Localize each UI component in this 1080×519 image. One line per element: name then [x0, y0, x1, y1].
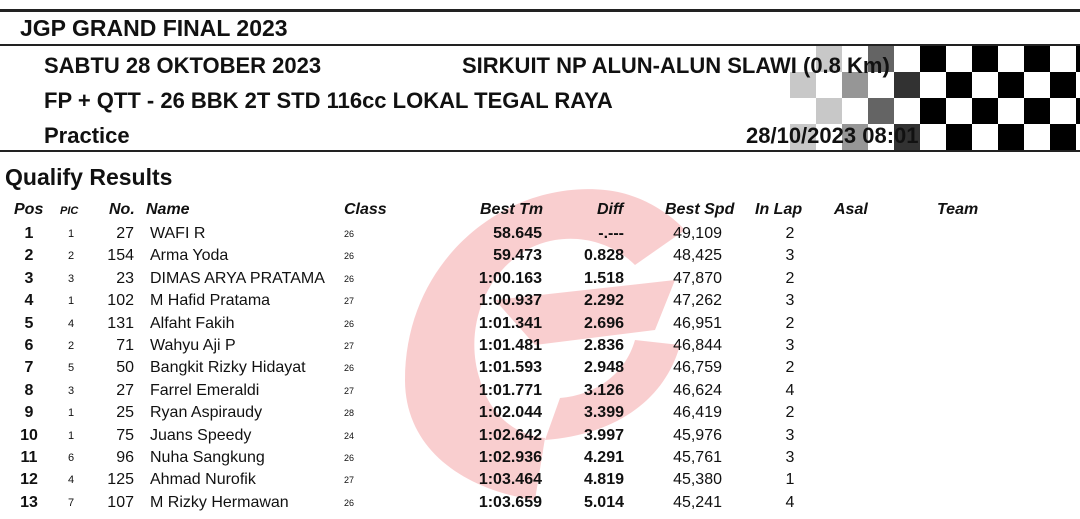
- cell-pic: 6: [67, 451, 75, 464]
- cell-class: 26: [344, 318, 355, 329]
- cell-class: 27: [344, 296, 355, 307]
- cell-no: 154: [107, 247, 134, 265]
- cell-name: Ryan Aspiraudy: [150, 404, 263, 422]
- cell-best-spd: 49,109: [673, 225, 722, 242]
- cell-pos: 12: [20, 471, 38, 489]
- col-pic: PIC: [60, 205, 79, 217]
- col-no: No.: [109, 201, 135, 218]
- cell-pic: 2: [67, 339, 75, 352]
- cell-diff: 2.948: [583, 359, 624, 377]
- cell-in-lap: 4: [785, 493, 795, 511]
- cell-best-spd: 45,976: [673, 426, 722, 444]
- cell-best-tm: 1:02.936: [478, 448, 542, 466]
- cell-diff: 3.399: [583, 404, 624, 422]
- cell-diff: 2.836: [583, 336, 624, 354]
- cell-class: 24: [344, 430, 355, 441]
- cell-best-spd: 45,380: [673, 471, 722, 489]
- cell-name: Alfaht Fakih: [150, 314, 235, 332]
- cell-pos: 9: [24, 404, 34, 422]
- cell-name: WAFI R: [150, 225, 206, 242]
- cell-pic: 1: [67, 407, 75, 420]
- cell-diff: 3.997: [583, 426, 624, 444]
- cell-class: 26: [344, 251, 355, 262]
- col-pos: Pos: [14, 201, 44, 218]
- cell-pic: 5: [67, 362, 75, 375]
- cell-pos: 4: [24, 292, 34, 310]
- cell-class: 26: [344, 497, 355, 508]
- table-row: [0, 381, 1080, 403]
- cell-in-lap: 3: [785, 426, 795, 444]
- cell-diff: 2.696: [583, 314, 624, 332]
- cell-best-spd: 46,951: [673, 314, 722, 332]
- cell-in-lap: 4: [785, 381, 795, 399]
- cell-pic: 1: [67, 429, 75, 442]
- cell-no: 23: [116, 269, 134, 287]
- cell-best-tm: 1:01.481: [478, 336, 542, 354]
- cell-diff: 2.292: [583, 292, 624, 310]
- cell-name: Juans Speedy: [150, 426, 252, 444]
- cell-diff: 4.291: [583, 448, 624, 466]
- cell-pos: 3: [24, 269, 34, 287]
- col-diff: Diff: [597, 201, 624, 218]
- cell-in-lap: 3: [785, 448, 795, 466]
- cell-name: Wahyu Aji P: [150, 336, 236, 354]
- cell-in-lap: 2: [785, 404, 795, 422]
- cell-best-tm: 1:02.642: [478, 426, 542, 444]
- cell-in-lap: 3: [785, 336, 795, 354]
- cell-name: Arma Yoda: [150, 247, 229, 265]
- circuit-name: SIRKUIT NP ALUN-ALUN SLAWI (0.8 Km): [462, 53, 890, 78]
- col-class: Class: [344, 201, 387, 218]
- cell-no: 125: [107, 471, 134, 489]
- cell-diff: 1.518: [583, 269, 624, 287]
- cell-best-tm: 59.473: [493, 247, 542, 265]
- table-row: [0, 314, 1080, 336]
- cell-pos: 2: [24, 247, 34, 265]
- cell-diff: 3.126: [583, 381, 624, 399]
- cell-no: 131: [107, 314, 134, 332]
- cell-pos: 5: [24, 314, 34, 332]
- table-row: [0, 403, 1080, 425]
- cell-no: 25: [116, 404, 134, 422]
- cell-diff: -.---: [598, 225, 624, 242]
- results-header: [0, 0, 1080, 153]
- cell-pic: 1: [67, 295, 75, 308]
- cell-class: 26: [344, 229, 355, 239]
- class-line: FP + QTT - 26 BBK 2T STD 116cc LOKAL TEGAL RAYA: [44, 88, 613, 113]
- header-rule-2: [0, 150, 1080, 152]
- table-row: [0, 493, 1080, 515]
- cell-no: 50: [116, 359, 134, 377]
- top-rule: [0, 9, 1080, 12]
- cell-best-tm: 1:03.464: [478, 471, 542, 489]
- cell-in-lap: 3: [785, 292, 795, 310]
- cell-no: 102: [107, 292, 134, 310]
- col-team: Team: [937, 201, 979, 218]
- cell-name: Ahmad Nurofik: [150, 471, 256, 489]
- cell-in-lap: 2: [785, 225, 795, 242]
- cell-pic: 4: [67, 474, 75, 487]
- event-title: JGP GRAND FINAL 2023: [20, 15, 288, 41]
- cell-class: 26: [344, 363, 355, 374]
- section-title: Qualify Results: [5, 164, 173, 190]
- table-row: [0, 426, 1080, 448]
- col-best-tm: Best Tm: [480, 201, 544, 218]
- cell-best-spd: 46,624: [673, 381, 722, 399]
- cell-best-tm: 1:00.163: [478, 269, 542, 287]
- cell-best-tm: 1:03.659: [478, 493, 542, 511]
- cell-pic: 3: [67, 384, 75, 397]
- cell-in-lap: 3: [785, 247, 795, 265]
- cell-best-tm: 1:00.937: [478, 292, 542, 310]
- cell-pic: 1: [67, 228, 75, 240]
- cell-class: 26: [344, 452, 355, 463]
- cell-class: 27: [344, 385, 355, 396]
- cell-class: 28: [344, 408, 355, 419]
- cell-in-lap: 2: [785, 269, 795, 287]
- cell-diff: 4.819: [583, 471, 624, 489]
- cell-best-tm: 1:01.593: [478, 359, 542, 377]
- cell-best-spd: 48,425: [673, 247, 722, 265]
- cell-pic: 3: [67, 272, 75, 285]
- cell-best-spd: 45,761: [673, 448, 722, 466]
- cell-best-spd: 47,262: [673, 292, 722, 310]
- cell-in-lap: 2: [785, 359, 795, 377]
- results-table: [0, 224, 1080, 515]
- cell-name: Bangkit Rizky Hidayat: [150, 359, 306, 377]
- col-name: Name: [146, 201, 190, 218]
- cell-pos: 8: [24, 381, 34, 399]
- table-row: [0, 336, 1080, 358]
- cell-name: M Hafid Pratama: [150, 292, 271, 310]
- cell-pos: 11: [20, 448, 38, 466]
- cell-best-tm: 58.645: [493, 225, 542, 242]
- table-row: [0, 448, 1080, 470]
- cell-name: Farrel Emeraldi: [150, 381, 260, 399]
- cell-best-spd: 46,419: [673, 404, 722, 422]
- table-row: [0, 224, 1080, 246]
- cell-diff: 5.014: [583, 493, 624, 511]
- cell-pos: 7: [24, 359, 34, 377]
- cell-diff: 0.828: [583, 247, 624, 265]
- cell-pos: 13: [20, 493, 38, 511]
- cell-class: 27: [344, 340, 355, 351]
- table-row: [0, 269, 1080, 291]
- cell-best-spd: 46,844: [673, 336, 722, 354]
- cell-name: Nuha Sangkung: [150, 448, 265, 466]
- cell-best-tm: 1:02.044: [478, 404, 542, 422]
- cell-best-tm: 1:01.341: [478, 314, 542, 332]
- cell-pic: 4: [67, 317, 75, 330]
- report-timestamp: 28/10/2023 08:01: [746, 123, 919, 148]
- cell-no: 27: [116, 225, 134, 242]
- cell-no: 71: [116, 336, 134, 354]
- table-row: [0, 246, 1080, 268]
- cell-best-spd: 46,759: [673, 359, 722, 377]
- col-asal: Asal: [834, 201, 868, 218]
- cell-pic: 2: [67, 250, 75, 263]
- cell-pos: 6: [24, 336, 34, 354]
- cell-pos: 1: [24, 225, 34, 242]
- cell-no: 27: [116, 381, 134, 399]
- table-row: [0, 291, 1080, 313]
- cell-pic: 7: [67, 496, 75, 509]
- cell-name: M Rizky Hermawan: [150, 493, 289, 511]
- col-in-lap: In Lap: [755, 201, 803, 218]
- event-date: SABTU 28 OKTOBER 2023: [44, 53, 322, 78]
- table-row: [0, 358, 1080, 380]
- col-best-spd: Best Spd: [665, 201, 735, 218]
- cell-class: 26: [344, 273, 355, 284]
- cell-no: 75: [116, 426, 134, 444]
- cell-best-tm: 1:01.771: [478, 381, 542, 399]
- session-name: Practice: [44, 123, 130, 148]
- cell-pos: 10: [20, 426, 38, 444]
- cell-best-spd: 47,870: [673, 269, 722, 287]
- cell-class: 27: [344, 475, 355, 486]
- cell-no: 107: [107, 493, 134, 511]
- cell-no: 96: [116, 448, 134, 466]
- cell-in-lap: 2: [785, 314, 795, 332]
- cell-best-spd: 45,241: [673, 493, 722, 511]
- cell-name: DIMAS ARYA PRATAMA: [150, 269, 325, 287]
- cell-in-lap: 1: [785, 471, 795, 489]
- table-row: [0, 470, 1080, 492]
